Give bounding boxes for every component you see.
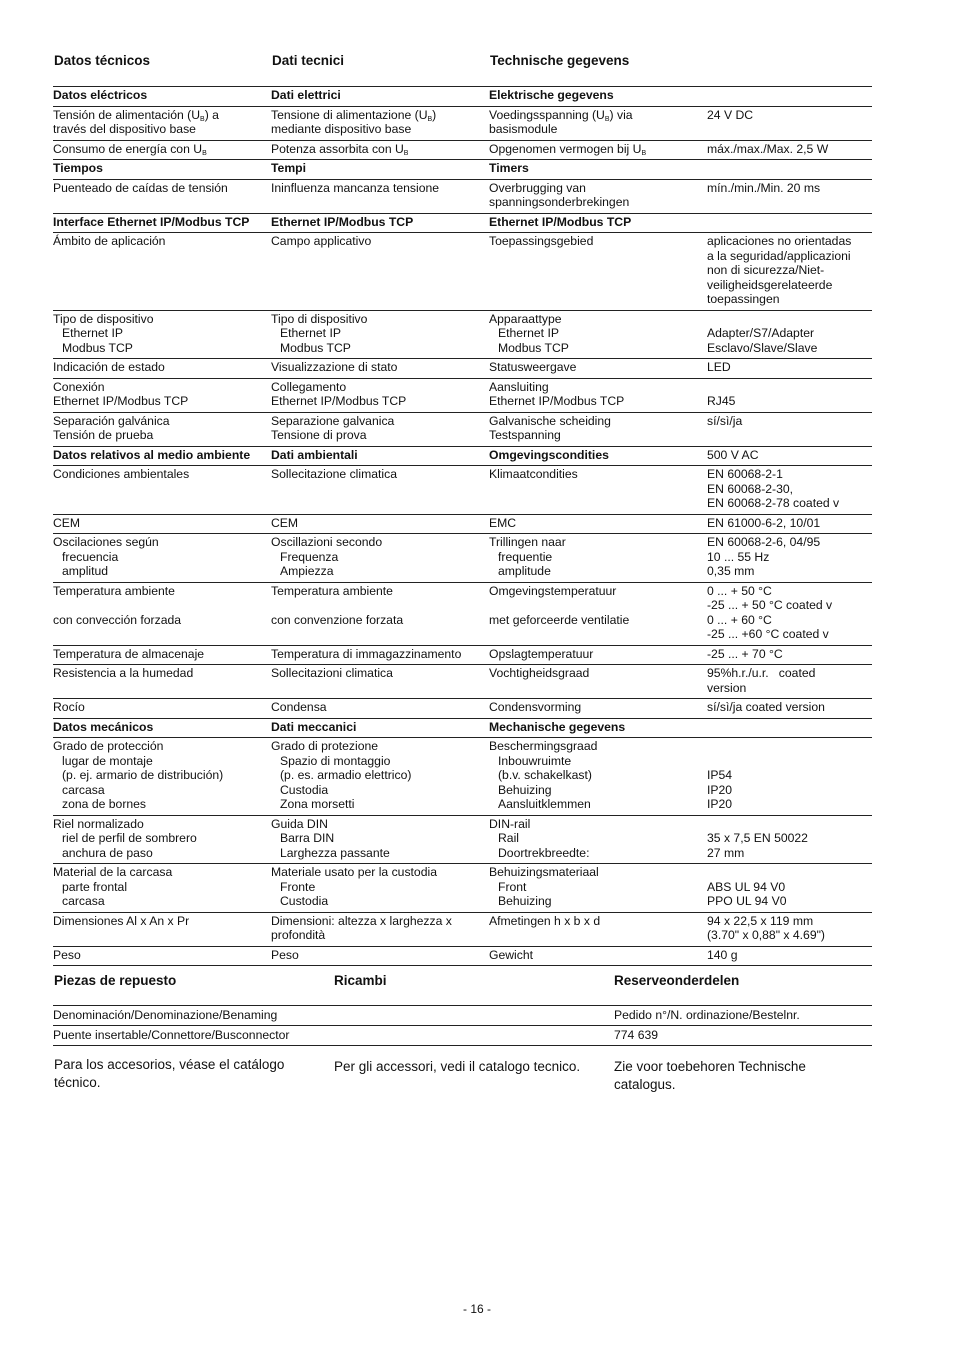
row-storage-temperature: Temperatura de almacenaje Temperatura di immagazzinamento Opslagtemperatuur -25 ... + 70 °C: [53, 645, 872, 665]
row-emc: CEM CEM EMC EN 61000-6-2, 10/01: [53, 514, 872, 534]
row-ambient-temperature: Temperatura ambiente con convección forzada Temperatura ambiente con convenzione forzata Omgevingstemperatuur met geforceerde ventilatie 0 ... + 50 °C -25 ... + 50 °C coated v 0 ... + 60 °C -25 ... +60 °C coated v: [53, 582, 872, 645]
row-supply-voltage: Tensión de alimentación $(U_B)$ a través del dispositivo base Tensione di alimentazione $(U_B)$ mediante dispositivo base Voedingsspanning $(U_B)$ via basismodule 24 V DC: [53, 106, 872, 140]
spare-parts-table: [53, 1005, 872, 1046]
row-weight: Peso Peso Gewicht 140 g: [53, 946, 872, 966]
spares-header-row: Denominación/Denominazione/Benaming Pedido n°/N. ordinazione/Bestelnr.: [53, 1006, 872, 1026]
spares-header-it: Ricambi: [334, 973, 387, 988]
row-connection: Conexión Ethernet IP/Modbus TCP Collegamento Ethernet IP/Modbus TCP Aansluiting Ethernet IP/Modbus TCP RJ45: [53, 378, 872, 412]
section-timers: Tiempos Tempi Timers: [53, 160, 872, 180]
accessories-note-es: Para los accesorios, véase el catálogo técnico.: [54, 1057, 285, 1090]
header-it: Dati tecnici: [272, 53, 345, 68]
technical-data-table: [53, 86, 872, 966]
row-device-type: Tipo de dispositivo Ethernet IP Modbus TCP Tipo di dispositivo Ethernet IP Modbus TCP Apparaattype Ethernet IP Modbus TCP Adapter/S7/Adapter Esclavo/Slave/Slave: [53, 310, 872, 359]
header-es: Datos técnicos: [54, 53, 151, 68]
row-application-scope: Ámbito de aplicación Campo applicativo Toepassingsgebied aplicaciones no orientadas a la seguridad/applicazioni non di sicurezza/Niet- veiligheidsgerelateerde toepassingen: [53, 233, 872, 311]
row-dimensions: Dimensiones Al x An x Pr Dimensioni: altezza x larghezza x profondità Afmetingen h x b x d 94 x 22,5 x 119 mm (3.70" x 0,88" x 4.69"): [53, 912, 872, 946]
row-din-rail: Riel normalizado riel de perfil de sombrero anchura de paso Guida DIN Barra DIN Larghezza passante DIN-rail Rail Doortrekbreedte: 35 x 7,5 EN 50022 27 mm: [53, 815, 872, 864]
section-environment: Datos relativos al medio ambiente Dati ambientali Omgevingscondities 500 V AC: [53, 446, 872, 466]
row-dew: Rocío Condensa Condensvorming sí/sì/ja coated version: [53, 699, 872, 719]
page-number: - 16 -: [462, 1302, 491, 1316]
row-power-consumption: Consumo de energía con $U_B$ Potenza assorbita con $U_B$ Opgenomen vermogen bij $U_B$ máx./max./Max. 2,5 W: [53, 140, 872, 160]
accessories-note-nl: Zie voor toebehoren Technische catalogus.: [614, 1059, 806, 1092]
spares-header-es: Piezas de repuesto: [54, 973, 177, 988]
section-ethernet: Interface Ethernet IP/Modbus TCP Ethernet IP/Modbus TCP Ethernet IP/Modbus TCP: [53, 213, 872, 233]
accessories-note-it: Per gli accessori, vedi il catalogo tecnico.: [334, 1059, 581, 1074]
row-housing-material: Material de la carcasa parte frontal carcasa Materiale usato per la custodia Fronte Custodia Behuizingsmateriaal Front Behuizing ABS UL 94 V0 PPO UL 94 V0: [53, 864, 872, 913]
row-humidity: Resistencia a la humedad Sollecitazioni climatica Vochtigheidsgraad 95%h.r./u.r. coated version: [53, 665, 872, 699]
spares-header-nl: Reserveonderdelen: [614, 973, 740, 988]
spares-busconnector-row: Puente insertable/Connettore/Busconnector 774 639: [53, 1026, 872, 1046]
row-vibration: Oscilaciones según frecuencia amplitud Oscillazioni secondo Frequenza Ampiezza Trillingen naar frequentie amplitude EN 60068-2-6, 04/95 10 ... 55 Hz 0,35 mm: [53, 534, 872, 583]
section-electrical: Datos eléctricos Dati elettrici Elektrische gegevens: [53, 87, 872, 107]
row-status-indication: Indicación de estado Visualizzazione di stato Statusweergave LED: [53, 359, 872, 379]
row-climate: Condiciones ambientales Sollecitazione climatica Klimaatcondities EN 60068-2-1 EN 60068-2-30, EN 60068-2-78 coated v: [53, 466, 872, 515]
row-galvanic-isolation: Separación galvánica Tensión de prueba Separazione galvanica Tensione di prova Galvanische scheiding Testspanning sí/sì/ja: [53, 412, 872, 446]
row-protection-degree: Grado de protección lugar de montaje (p. ej. armario de distribución) carcasa zona de bornes Grado di protezione Spazio di montaggio (p. es. armadio elettrico) Custodia Zona morsetti Beschermingsgraad Inbouwruimte (b.v. schakelkast) Behuizing Aansluitklemmen IP54 IP20 IP20: [53, 738, 872, 816]
section-mechanical: Datos mecánicos Dati meccanici Mechanische gegevens: [53, 718, 872, 738]
header-nl: Technische gegevens: [490, 53, 630, 68]
row-bridging: Puenteado de caídas de tensión Ininfluenza mancanza tensione Overbrugging van spanningsonderbrekingen mín./min./Min. 20 ms: [53, 179, 872, 213]
